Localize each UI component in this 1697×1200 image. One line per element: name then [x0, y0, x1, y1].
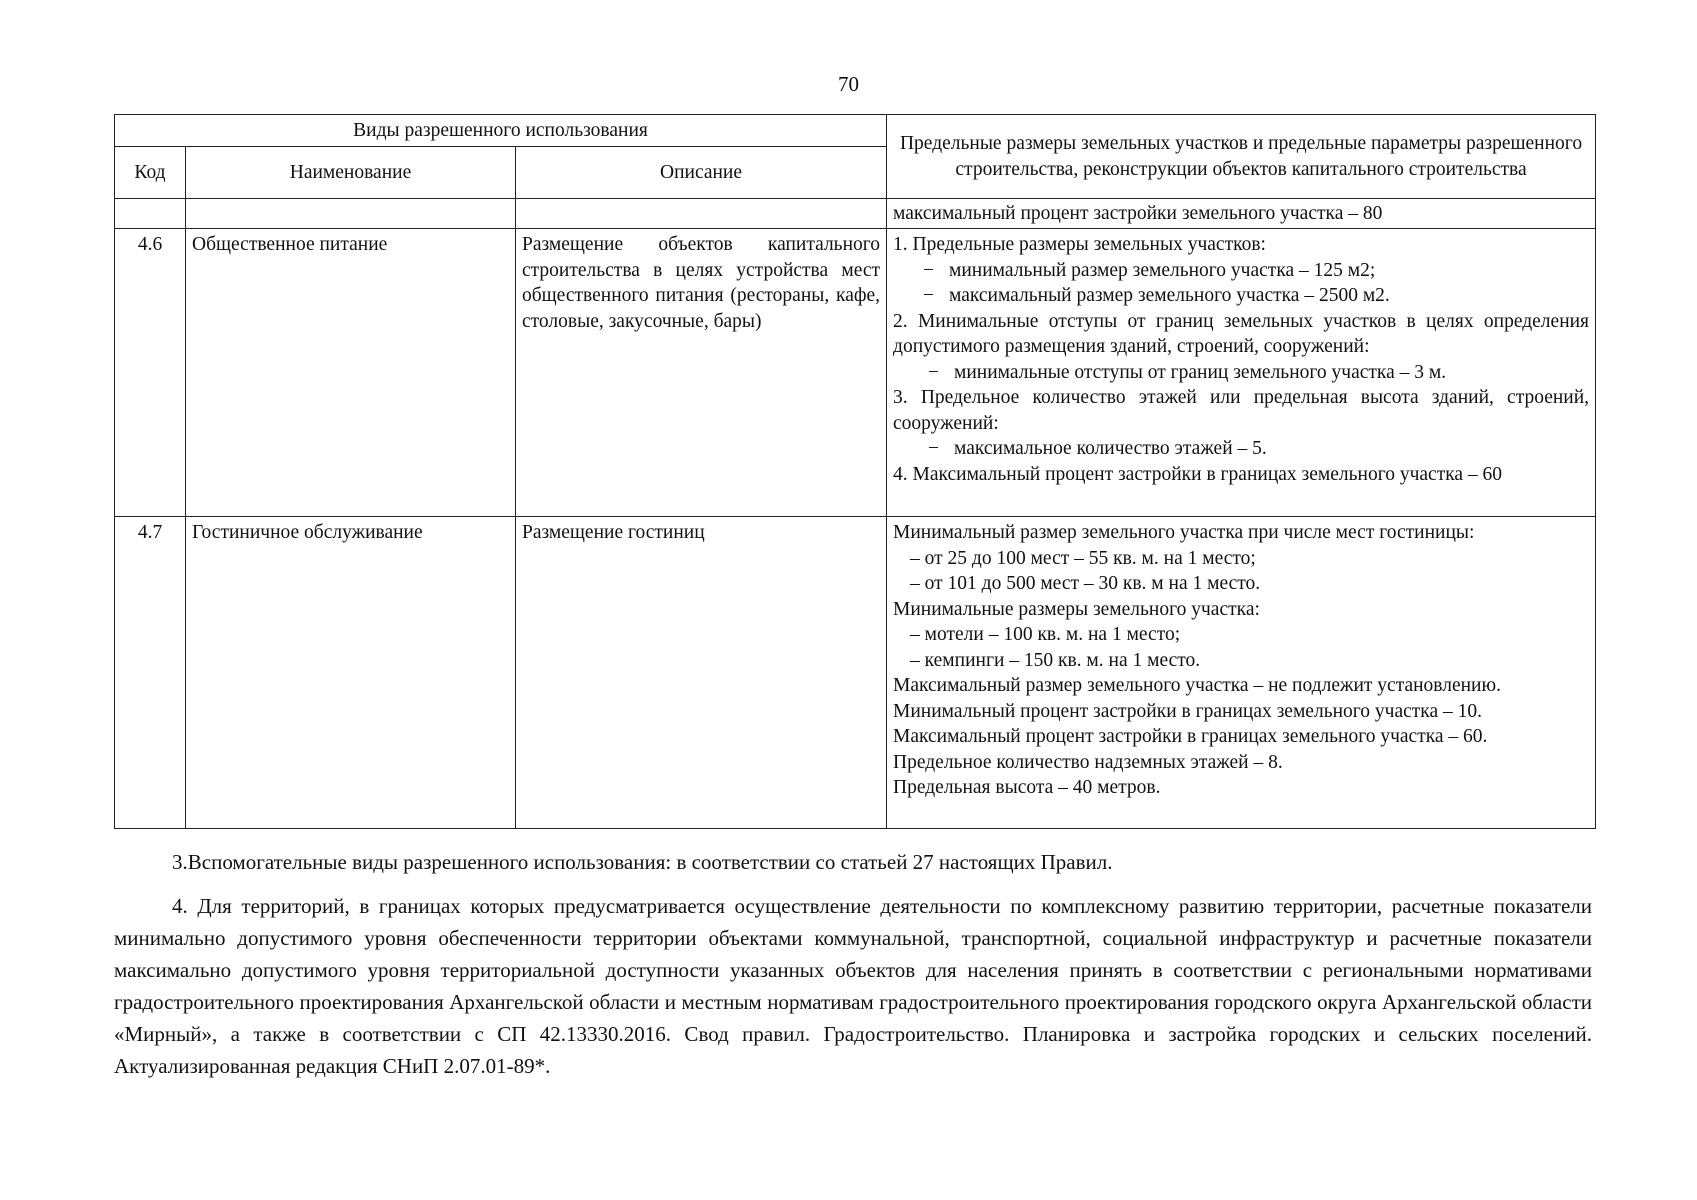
dash-bullet: − [923, 259, 935, 281]
params-bullet-text: минимальные отступы от границ земельного участка – 3 м. [954, 361, 1447, 383]
row-name: Гостиничное обслуживание [186, 517, 516, 829]
dash-bullet: − [928, 438, 940, 459]
continuation-name [186, 199, 516, 229]
table-row [115, 229, 1596, 517]
row-description: Размещение объектов капитального строительства в целях устройства мест общественного питания (рестораны, кафе, столовые, закусочные, бары) [516, 229, 887, 517]
row-name: Общественное питание [186, 229, 516, 517]
land-use-table [114, 114, 1596, 829]
paragraph-auxiliary-uses: 3.Вспомогательные виды разрешенного использования: в соответствии со статьей 27 настоящих Правил. [172, 850, 1113, 874]
table-row [115, 517, 1596, 829]
params-line: Максимальный размер земельного участка – не подлежит установлению. [893, 675, 1501, 696]
paragraph-territory-development: 4. Для территорий, в границах которых предусматривается осуществление деятельности по комплексному развитию территории, расчетные показатели минимально допустимого уровня обеспеченности территории объектами коммунальной, транспортной, социальной инфраструктур и расчетные показатели максимально допустимого уровня территориальной доступности указанных объектов для населения принять в соответствии с региональными нормативами градостроительного проектирования Архангельской области и местным нормативам градостроительного проектирования городского округа Архангельской области «Мирный», а также в соответствии с СП 42.13330.2016. Свод правил. Градостроительство. Планировка и застройка городских и сельских поселений. Актуализированная редакция СНиП 2.07.01-89*. [114, 894, 1592, 1078]
continuation-code [115, 199, 186, 229]
params-line: 3. Предельное количество этажей или предельная высота зданий, строений, сооружений: [893, 387, 1590, 434]
page-number: 70 [838, 72, 859, 96]
params-line: – кемпинги – 150 кв. м. на 1 место. [910, 649, 1201, 671]
params-line: Предельное количество надземных этажей – 8. [893, 751, 1283, 773]
params-line: – от 101 до 500 мест – 30 кв. м на 1 место. [910, 573, 1261, 594]
params-line: – мотели – 100 кв. м. на 1 место; [910, 624, 1181, 645]
params-line: Минимальный размер земельного участка при числе мест гостиницы: [893, 522, 1475, 543]
dash-bullet: − [923, 285, 935, 306]
params-line: – от 25 до 100 мест – 55 кв. м. на 1 место; [910, 547, 1256, 569]
params-bullet-text: максимальный размер земельного участка – 2500 м2. [949, 285, 1390, 306]
dash-bullet: − [928, 361, 940, 383]
params-line: Максимальный процент застройки в границах земельного участка – 60. [893, 726, 1488, 747]
params-line: 2. Минимальные отступы от границ земельных участков в целях определения допустимого размещения зданий, строений, сооружений: [893, 310, 1590, 357]
header-params: Предельные размеры земельных участков и предельные параметры разрешенного строительства, реконструкции объектов капитального строительства [887, 115, 1596, 199]
params-line: 4. Максимальный процент застройки в границах земельного участка – 60 [893, 463, 1503, 485]
header-description: Описание [516, 147, 887, 199]
row-params [887, 229, 1596, 517]
header-name: Наименование [186, 147, 516, 199]
header-group-title: Виды разрешенного использования [115, 115, 887, 147]
row-params [887, 517, 1596, 829]
table-row [115, 199, 1596, 229]
params-bullet-line [893, 360, 1589, 386]
params-bullet-line [893, 258, 1589, 284]
continuation-description [516, 199, 887, 229]
row-description: Размещение гостиниц [516, 517, 887, 829]
params-line: Минимальный процент застройки в границах земельного участка – 10. [893, 700, 1483, 722]
params-line: 1. Предельные размеры земельных участков: [893, 234, 1266, 255]
continuation-params: максимальный процент застройки земельного участка – 80 [887, 199, 1596, 229]
header-code: Код [115, 147, 186, 199]
params-bullet-text: минимальный размер земельного участка – 125 м2; [949, 259, 1376, 281]
params-line: Предельная высота – 40 метров. [893, 777, 1161, 798]
params-bullet-text: максимальное количество этажей – 5. [954, 438, 1267, 459]
params-bullet-line [893, 283, 1589, 309]
table-header-row [115, 115, 1596, 147]
params-line: Минимальные размеры земельного участка: [893, 598, 1260, 620]
params-bullet-line [893, 436, 1589, 462]
row-code: 4.7 [115, 517, 186, 829]
row-code: 4.6 [115, 229, 186, 517]
